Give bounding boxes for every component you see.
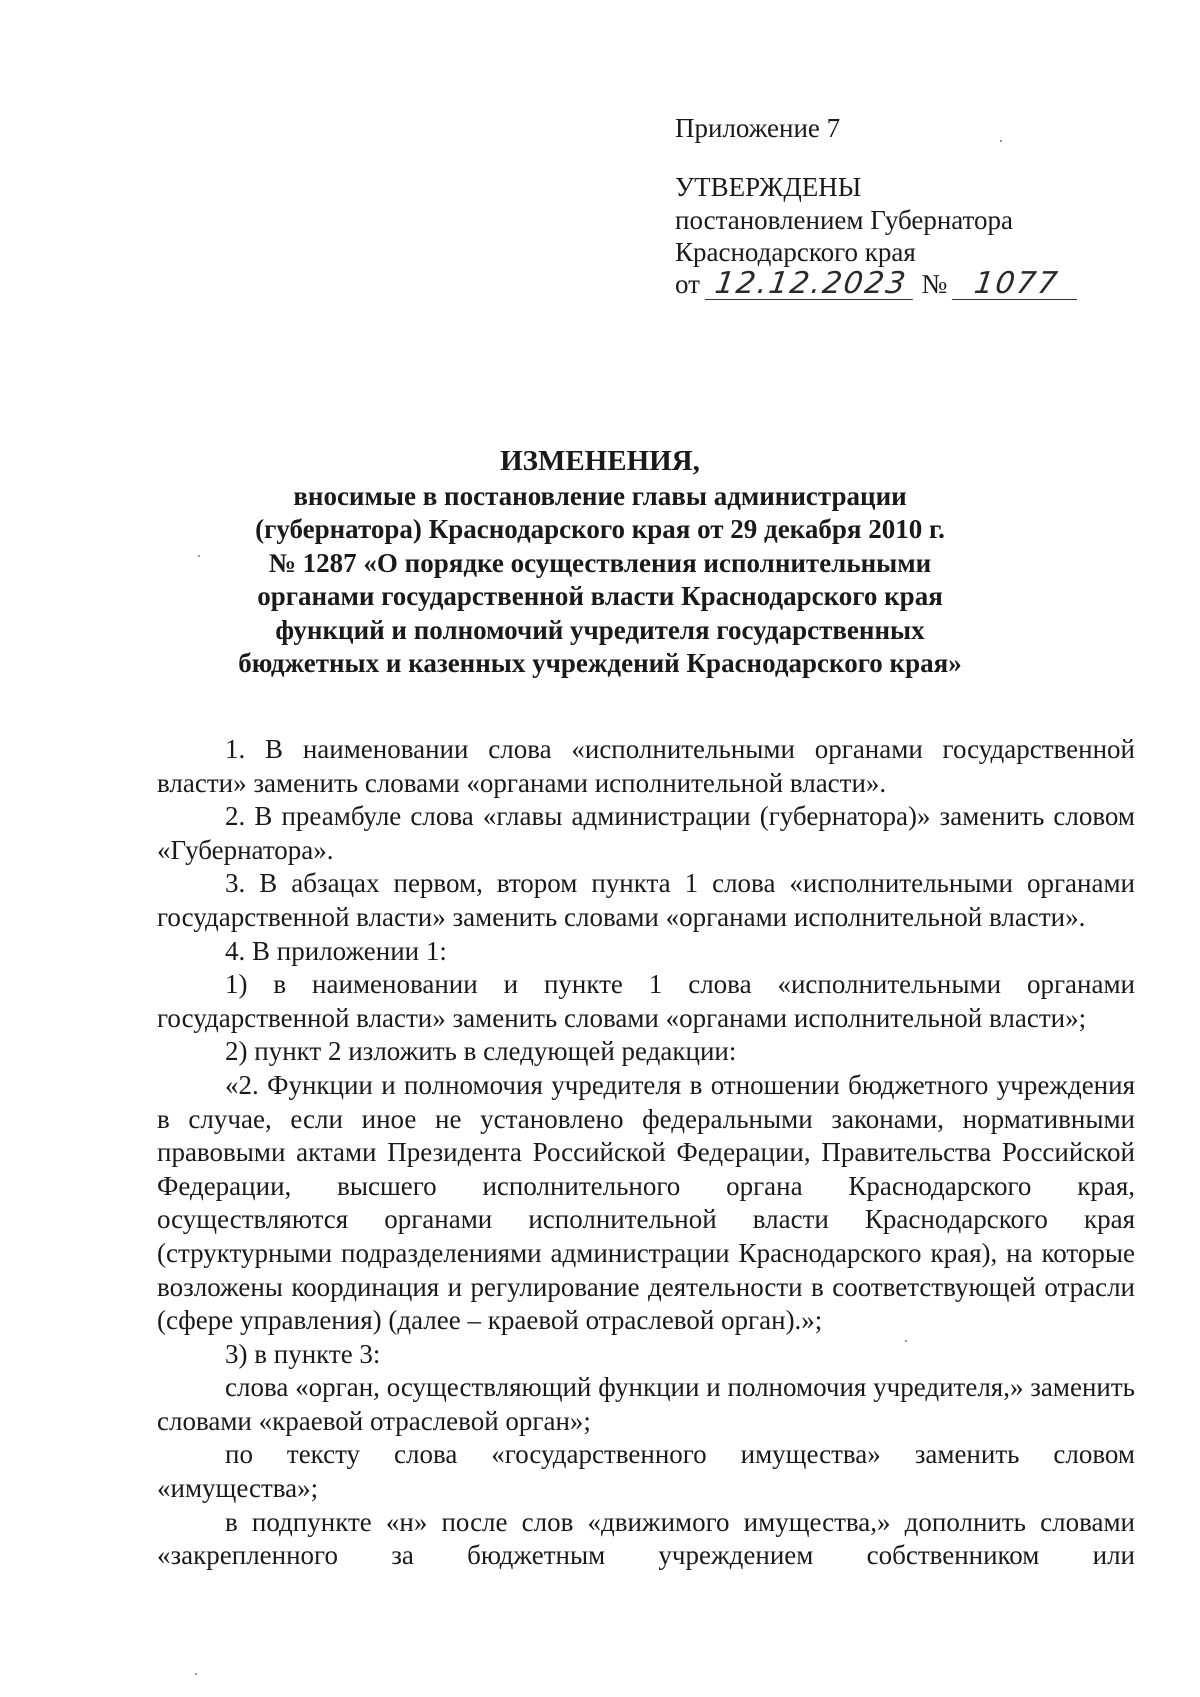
scan-speck	[198, 555, 200, 557]
document-title	[140, 445, 1060, 681]
paragraph-9: слова «орган, осуществляющий функции и полномочия учредителя,» заменить словами «краевой отраслевой орган»;	[157, 1372, 1135, 1436]
title-line-1: вносимые в постановление главы администрации	[293, 480, 907, 511]
decree-line	[675, 268, 1145, 300]
approval-line-1: постановлением Губернатора	[675, 205, 1013, 235]
paragraph-10: по тексту слова «государственного имущества» заменить словом «имущества»;	[157, 1439, 1135, 1504]
paragraph-4: 4. В приложении 1:	[225, 935, 447, 966]
title-line-3: № 1287 «О порядке осуществления исполнительными	[268, 547, 932, 578]
approval-line-2: Краснодарского края	[675, 237, 916, 267]
number-label: №	[921, 269, 948, 299]
paragraph-7: «2. Функции и полномочия учредителя в отношении бюджетного учреждения в случае, если иное не установлено федеральными законами, нормативными правовыми актами Президента Российской Федерации, Правительства Российской Федерации, высшего исполнительного органа Краснодарского края, осуществляются органами исполнительной власти Краснодарского края (структурными подразделениями администрации Краснодарского края), на которые возложены координация и регулирование деятельности в соответствующей отрасли (сфере управления) (далее – краевой отраслевой орган).»;	[157, 1069, 1135, 1336]
from-label: от	[675, 269, 700, 299]
paragraph-11: в подпункте «н» после слов «движимого имущества,» дополнить словами «закрепленного за бюджетным учреждением собственником или	[157, 1506, 1135, 1571]
paragraph-6: 2) пункт 2 изложить в следующей редакции:	[225, 1036, 737, 1067]
scan-speck	[1000, 140, 1002, 142]
paragraph-8: 3) в пункте 3:	[225, 1338, 381, 1369]
approved-label: УТВЕРЖДЕНЫ	[675, 172, 862, 202]
approval-block	[675, 112, 1145, 300]
title-main: ИЗМЕНЕНИЯ,	[500, 445, 700, 477]
paragraph-3: 3. В абзацах первом, втором пункта 1 слова «исполнительными органами государственной власти» заменить словами «органами исполнительной власти».	[157, 868, 1135, 932]
document-body	[157, 733, 1135, 1573]
scan-speck	[195, 1673, 197, 1675]
handwritten-date: 12.12.2023	[705, 269, 917, 300]
paragraph-5: 1) в наименовании и пункте 1 слова «исполнительными органами государственной власти» заменить словами «органами исполнительной власти»;	[157, 969, 1135, 1033]
paragraph-2: 2. В преамбуле слова «главы администрации (губернатора)» заменить словом «Губернатора».	[157, 801, 1135, 865]
paragraph-1: 1. В наименовании слова «исполнительными органами государственной власти» заменить словами «органами исполнительной власти».	[157, 734, 1135, 798]
title-line-6: бюджетных и казенных учреждений Краснодарского края»	[238, 648, 962, 678]
title-line-5: функций и полномочий учредителя государственных	[275, 614, 925, 645]
scan-speck	[905, 1340, 907, 1342]
title-line-2: (губернатора) Краснодарского края от 29 декабря 2010 г.	[255, 514, 945, 544]
annex-label: Приложение 7	[675, 113, 841, 143]
title-line-4: органами государственной власти Краснодарского края	[257, 581, 943, 611]
handwritten-number: 1077	[952, 269, 1081, 300]
